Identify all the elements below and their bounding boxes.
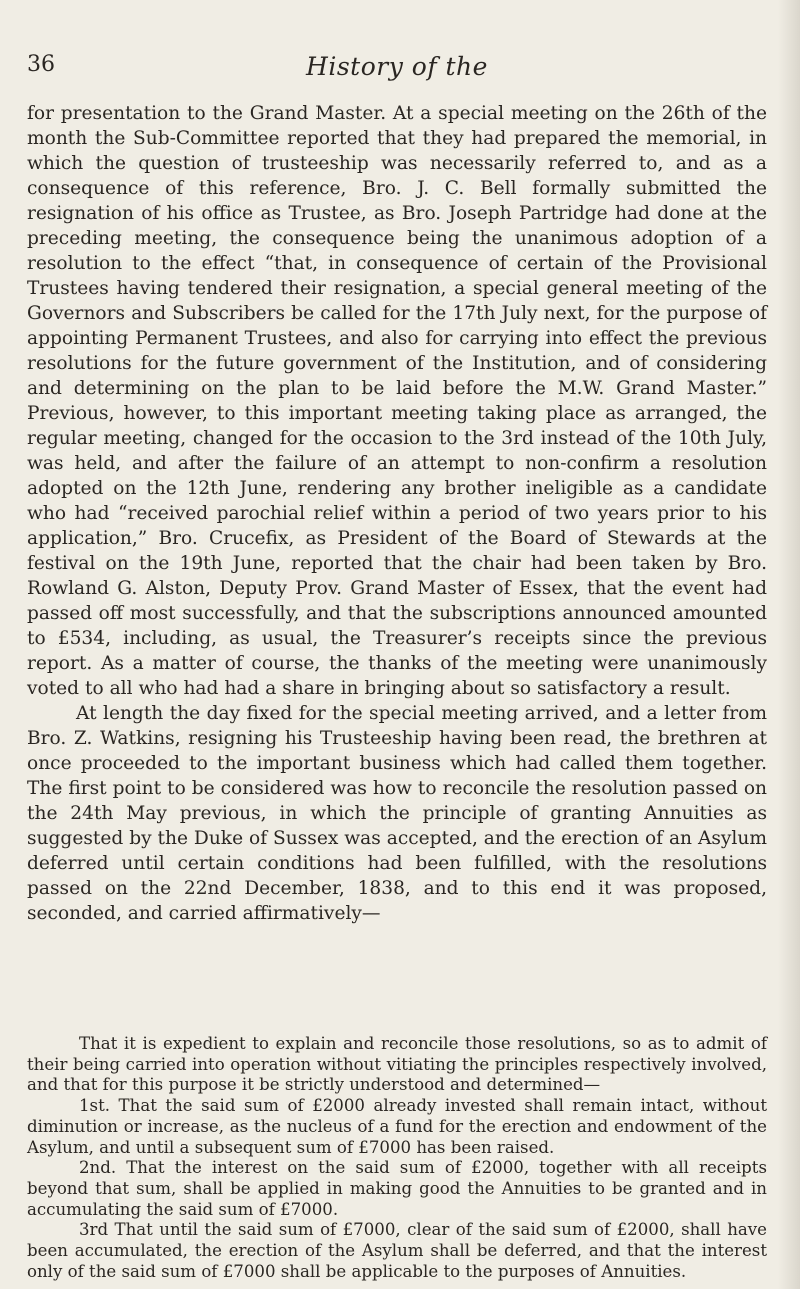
resolution-item-1: 1st. That the said sum of £2000 already invested shall remain intact, without diminution or increase, as the nucleus of a fund for the erection and endowment of the Asylum, and until a subsequent sum of £7000 has been raised. bbox=[27, 1096, 767, 1157]
page-edge-shadow bbox=[778, 0, 800, 1289]
paragraph-1: for presentation to the Grand Master. At a special meeting on the 26th of the month the Sub-Committee reported that they had prepared the memorial, in which the question of trusteeship was necessarily referred to, and as a consequence of this reference, Bro. J. C. Bell formally submitted the resignation of his office as Trustee, as Bro. Joseph Partridge had done at the preceding meeting, the consequence being the unanimous adoption of a resolution to the effect “that, in consequence of certain of the Provisional Trustees having tendered their resignation, a special general meeting of the Governors and Subscribers be called for the 17th July next, for the purpose of appointing Permanent Trustees, and also for carrying into effect the previous resolutions for the future government of the Institution, and of considering and determining on the plan to be laid before the M.W. Grand Master.” Previous, however, to this important meeting taking place as arranged, the regular meeting, changed for the occasion to the 3rd instead of the 10th July, was held, and after the failure of an attempt to non-confirm a resolution adopted on the 12th June, rendering any brother ineligible as a candidate who had “received parochial relief within a period of two years prior to his application,” Bro. Crucefix, as President of the Board of Stewards at the festival on the 19th June, reported that the chair had been taken by Bro. Rowland G. Alston, Deputy Prov. Grand Master of Essex, that the event had passed off most successfully, and that the subscriptions announced amounted to £534, including, as usual, the Treasurer’s receipts since the previous report. As a matter of course, the thanks of the meeting were unanimously voted to all who had had a share in bringing about so satisfactory a result. bbox=[27, 103, 767, 699]
page-header bbox=[27, 52, 767, 82]
resolution-item-3: 3rd That until the said sum of £7000, clear of the said sum of £2000, shall have been accumulated, the erection of the Asylum shall be deferred, and that the interest only of the said sum of £7000 shall be applicable to the purposes of Annuities. bbox=[27, 1220, 767, 1281]
paragraph-2: At length the day fixed for the special meeting arrived, and a letter from Bro. Z. Watkins, resigning his Trusteeship having been read, the brethren at once proceeded to the important business which had called them together. The first point to be considered was how to reconcile the resolution passed on the 24th May previous, in which the principle of granting Annuities as suggested by the Duke of Sussex was accepted, and the erection of an Asylum deferred until certain conditions had been fulfilled, with the resolutions passed on the 22nd December, 1838, and to this end it was proposed, seconded, and carried affirmatively— bbox=[27, 703, 767, 924]
resolution-item-2: 2nd. That the interest on the said sum of £2000, together with all receipts beyond that sum, shall be applied in making good the Annuities to be granted and in accumulating the said sum of £7000. bbox=[27, 1158, 767, 1219]
resolution-block bbox=[27, 1034, 767, 1282]
body-text bbox=[27, 101, 767, 926]
resolution-preamble: That it is expedient to explain and reconcile those resolutions, so as to admit of their being carried into operation without vitiating the principles respectively involved, and that for this purpose it be strictly understood and determined— bbox=[27, 1034, 767, 1095]
page-number: 36 bbox=[27, 52, 55, 77]
running-title: History of the bbox=[306, 52, 488, 81]
